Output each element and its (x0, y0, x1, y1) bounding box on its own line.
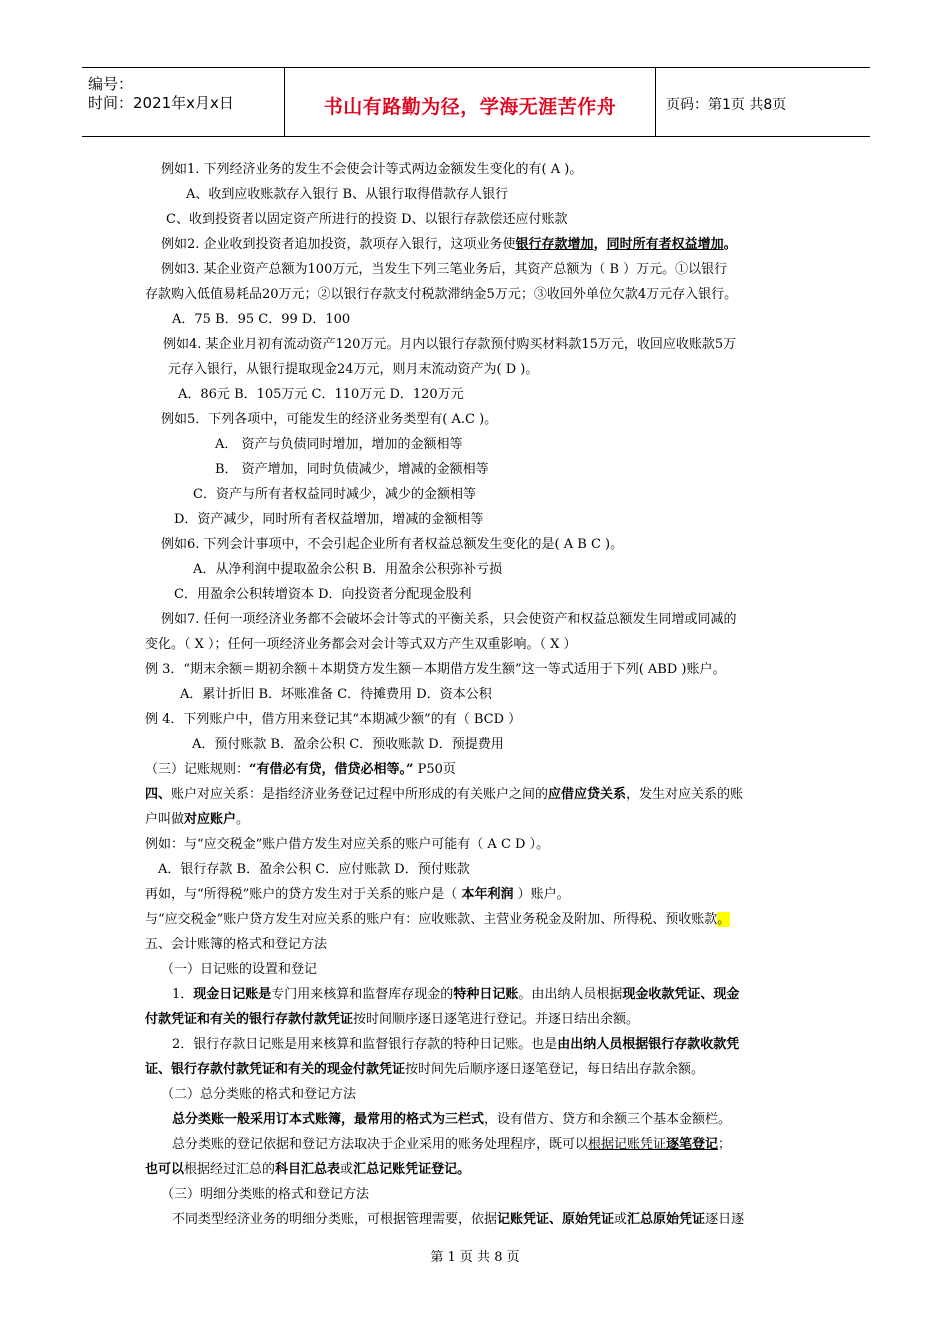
text-line (145, 786, 743, 804)
text-segment: 例 3．“期末余额＝期初余额＋本期贷方发生额－本期借方发生额”这一等式适用于下列( ABD )账户。 (145, 662, 726, 677)
text-line (161, 1086, 356, 1104)
page-header (82, 67, 870, 137)
text-line (180, 686, 492, 704)
text-line (215, 461, 489, 479)
text-segment: 存款购入低值易耗品20万元；②以银行存款支付税款滞纳金5万元；③收回外单位欠款4万元存入银行。 (145, 287, 738, 302)
text-line (161, 261, 727, 279)
text-segment: ，设有借方、贷方和余额三个基本金额栏。 (484, 1112, 732, 1127)
text-line (161, 1186, 369, 1204)
text-line (145, 1061, 704, 1079)
text-line (145, 711, 521, 729)
text-line (186, 186, 508, 204)
text-segment: （一）日记账的设置和登记 (161, 962, 318, 977)
text-segment: 按时间顺序逐日逐笔进行登记。并逐日结出余额。 (353, 1012, 640, 1027)
text-segment: B． 资产增加，同时负债减少，增减的金额相等 (215, 462, 489, 477)
text-segment: 1． (172, 987, 194, 1002)
text-segment: 特种日记账 (453, 987, 519, 1002)
text-line (178, 386, 464, 404)
text-segment: A．86元 B．105万元 C．110万元 D．120万元 (178, 387, 464, 402)
header-page-info: 页码：第1页 共8页 (666, 97, 787, 113)
text-segment: 按时间先后顺序逐日逐笔登记，每日结出存款余额。 (405, 1062, 705, 1077)
text-segment: 证、银行存款付款凭证和有关的现金付款凭证 (145, 1062, 406, 1077)
text-line (193, 486, 476, 504)
text-segment: A．累计折旧 B．坏账准备 C．待摊费用 D．资本公积 (180, 687, 492, 702)
text-segment: 本年利润 (461, 887, 514, 902)
text-segment: A．从净利润中提取盈余公积 B．用盈余公积弥补亏损 (193, 562, 503, 577)
text-line (193, 561, 502, 579)
text-line (174, 511, 483, 529)
text-segment: 元存入银行，从银行提取现金24万元，则月末流动资产为( D )。 (168, 362, 539, 377)
text-segment: 。 (717, 912, 731, 927)
text-line (161, 236, 737, 254)
text-segment: 例如：与“应交税金”账户借方发生对应关系的账户可能有（ A C D ）。 (145, 837, 550, 852)
text-line (161, 961, 317, 979)
text-line (163, 336, 736, 354)
text-segment: ，发生对应关系的账 (626, 787, 744, 802)
text-line (172, 986, 739, 1004)
text-segment: 总分类账的登记依据和登记方法取决于企业采用的账务处理程序，既可以 (172, 1137, 589, 1152)
text-line (161, 411, 497, 429)
text-segment: ）账户。 (513, 887, 570, 902)
text-line (145, 811, 249, 829)
text-segment: 科目汇总表 (275, 1162, 341, 1177)
text-line (145, 836, 549, 854)
text-segment: 例如3. 某企业资产总额为100万元，当发生下列三笔业务后，其资产总额为（ B ）万元。①以银行 (161, 262, 728, 277)
text-line (172, 1111, 731, 1129)
text-segment: 。 (723, 237, 737, 252)
text-segment: 逐日逐 (705, 1212, 745, 1227)
header-right-cell (655, 68, 871, 136)
text-segment: 变化。（ X ）；任何一项经济业务都会对会计等式双方产生双重影响。（ X ） (145, 637, 577, 652)
text-segment: 现金日记账是 (193, 987, 272, 1002)
text-line (192, 736, 504, 754)
text-line (168, 361, 538, 379)
text-segment: 2．银行存款日记账是用来核算和监督银行存款的特种日记账。也是 (172, 1037, 558, 1052)
text-line (172, 1136, 731, 1154)
text-line (172, 1211, 744, 1229)
text-segment: A．预付账款 B．盈余公积 C．预收账款 D．预提费用 (192, 737, 504, 752)
text-segment: 例如2. 企业收到投资者追加投资，款项存入银行，这项业务使 (161, 237, 516, 252)
text-segment: 例如5．下列各项中，可能发生的经济业务类型有( A.C )。 (161, 412, 498, 427)
text-segment: （三）明细分类账的格式和登记方法 (161, 1187, 370, 1202)
text-segment: （二）总分类账的格式和登记方法 (161, 1087, 357, 1102)
text-segment: 逐笔登记 (666, 1137, 719, 1152)
text-segment: 不同类型经济业务的明细分类账，可根据管理需要，依据 (172, 1212, 498, 1227)
text-segment: A、收到应收账款存入银行 B、从银行取得借款存人银行 (186, 187, 509, 202)
text-segment: 例如4. 某企业月初有流动资产120万元。月内以银行存款预付购买材料款15万元，收回应收账款5万 (163, 337, 737, 352)
text-line (172, 1036, 739, 1054)
document-number-label: 编号： (88, 75, 134, 93)
text-segment: 例如6. 下列会计事项中，不会引起企业所有者权益总额发生变化的是( A B C )。 (161, 537, 624, 552)
text-line (174, 586, 472, 604)
text-segment: D．资产减少，同时所有者权益增加，增减的金额相等 (174, 512, 484, 527)
text-line (145, 661, 725, 679)
text-segment: 总分类账一般采用订本式账簿，最常用的格式为三栏式 (172, 1112, 485, 1127)
text-segment: 。由出纳人员根据 (518, 987, 623, 1002)
text-segment: ； (718, 1137, 732, 1152)
header-left-cell (82, 68, 285, 136)
text-line (215, 436, 463, 454)
text-line (145, 886, 570, 904)
text-segment: A．银行存款 B．盈余公积 C．应付账款 D．预付账款 (158, 862, 470, 877)
text-segment: C．用盈余公积转增资本 D．向投资者分配现金股利 (174, 587, 472, 602)
text-segment: A．75 B．95 C．99 D．100 (172, 312, 351, 327)
text-line (145, 1011, 639, 1029)
text-segment: 例 4．下列账户中，借方用来登记其“本期减少额”的有（ BCD ） (145, 712, 522, 727)
text-segment: C、收到投资者以固定资产所进行的投资 D、以银行存款偿还应付账款 (166, 212, 568, 227)
text-line (161, 161, 582, 179)
text-segment: 根据记账凭证 (588, 1137, 667, 1152)
text-line (161, 611, 737, 629)
text-segment: 。 (236, 812, 250, 827)
text-segment: 汇总原始凭证 (627, 1212, 706, 1227)
text-segment: （三）记账规则： (145, 762, 250, 777)
text-line (145, 761, 456, 779)
text-line (145, 636, 577, 654)
text-line (145, 911, 730, 929)
text-segment: 与“应交税金”账户贷方发生对应关系的账户有：应收账款、主营业务税金及附加、所得税、预收账款 (145, 912, 718, 927)
text-line (166, 211, 568, 229)
text-segment: C．资产与所有者权益同时减少，减少的金额相等 (193, 487, 476, 502)
text-segment: 例如1. 下列经济业务的发生不会使会计等式两边金额发生变化的有( A )。 (161, 162, 583, 177)
text-segment: A． 资产与负债同时增加，增加的金额相等 (215, 437, 463, 452)
text-line (161, 536, 623, 554)
text-segment: 现金收款凭证、现金 (622, 987, 740, 1002)
text-segment: 付款凭证和有关的银行存款付款凭证 (145, 1012, 354, 1027)
text-segment: ， (593, 237, 607, 252)
header-center-cell (285, 68, 655, 136)
text-segment: 也可以 (145, 1162, 185, 1177)
text-segment: 记账凭证、原始凭证 (497, 1212, 615, 1227)
text-segment: 再如，与“所得税”账户的贷方发生对于关系的账户是（ (145, 887, 462, 902)
text-segment: 应借应贷关系 (548, 787, 627, 802)
text-segment: P50页 (413, 762, 456, 777)
document-time-label: 时间：2021年x月x日 (88, 94, 234, 112)
text-segment: 或 (340, 1162, 354, 1177)
text-line (145, 936, 327, 954)
text-segment: 同时所有者权益增加 (606, 237, 724, 252)
text-segment: 账户对应关系：是指经济业务登记过程中所形成的有关账户之间的 (171, 787, 549, 802)
text-segment: 例如7. 任何一项经济业务都不会破坏会计等式的平衡关系，只会使资产和权益总额发生同增或同减的 (161, 612, 737, 627)
text-segment: 根据经过汇总的 (184, 1162, 276, 1177)
text-segment: 专门用来核算和监督库存现金的 (271, 987, 454, 1002)
text-line (145, 286, 737, 304)
text-segment: 对应账户 (184, 812, 237, 827)
text-line (172, 311, 350, 329)
text-segment: 五、会计账簿的格式和登记方法 (145, 937, 328, 952)
text-segment: 四、 (145, 787, 172, 802)
text-line (158, 861, 470, 879)
page-footer: 第 1 页 共 8 页 (430, 1250, 520, 1265)
text-segment: 或 (614, 1212, 628, 1227)
text-segment: 户叫做 (145, 812, 185, 827)
header-motto: 书山有路勤为径，学海无涯苦作舟 (323, 96, 617, 118)
text-segment: 汇总记账凭证登记。 (353, 1162, 471, 1177)
text-line (145, 1161, 470, 1179)
text-segment: 银行存款增加 (515, 237, 594, 252)
text-segment: 由出纳人员根据银行存款收款凭 (557, 1037, 740, 1052)
text-segment: “有借必有贷，借贷必相等。” (249, 762, 414, 777)
